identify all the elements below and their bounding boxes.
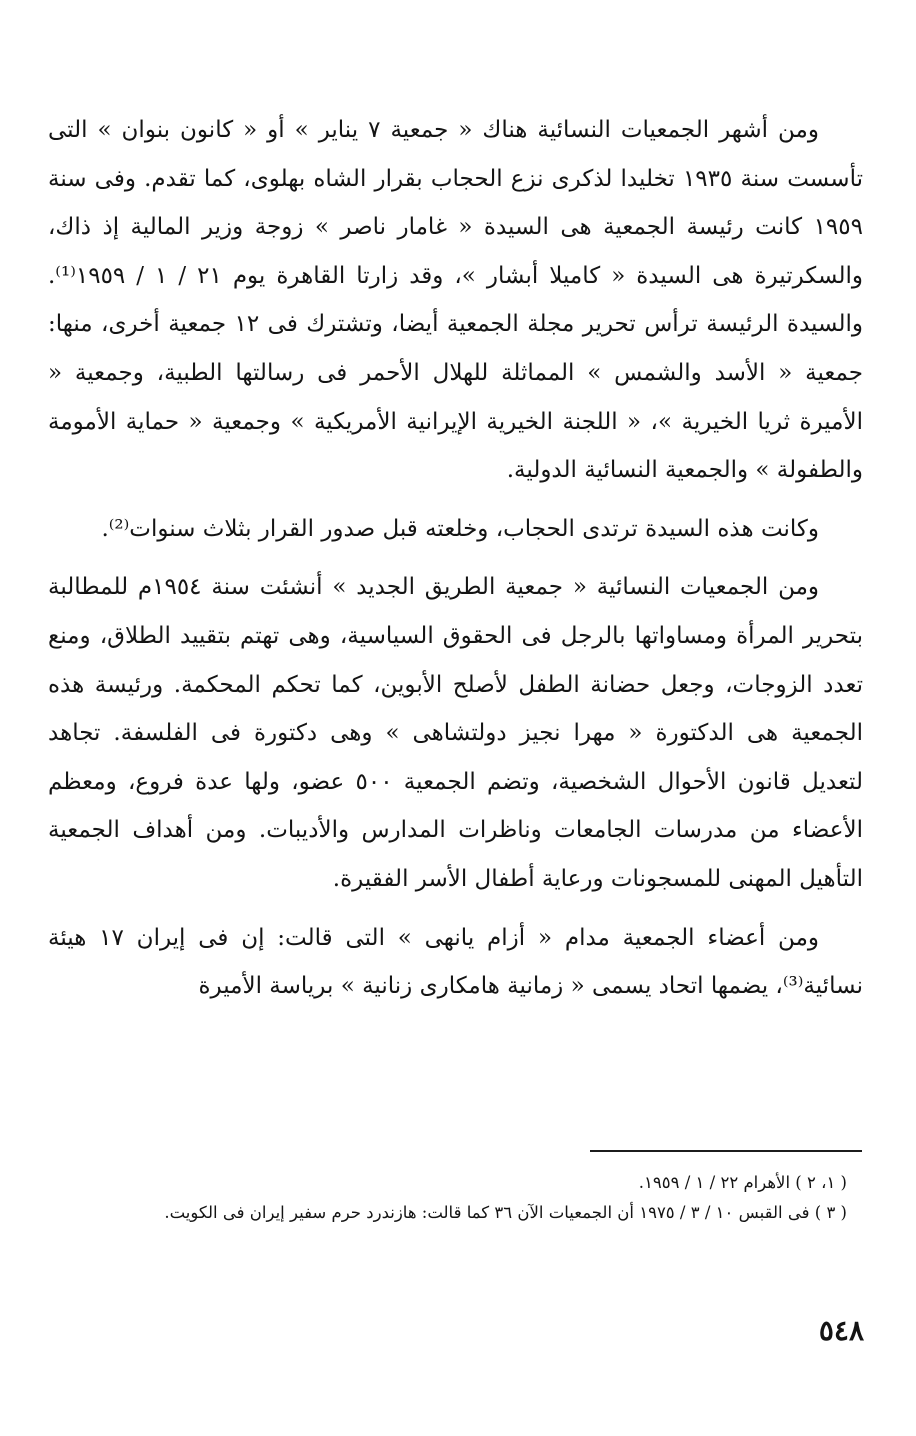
body-text	[48, 106, 863, 1021]
footnote-2: ( ٣ ) فى القبس ١٠ / ٣ / ١٩٧٥ أن الجمعيات الآن ٣٦ كما قالت: هازندرد حرم سفير إيران فى الكويت.	[164, 1203, 847, 1222]
paragraph-1: ومن أشهر الجمعيات النسائية هناك « جمعية ٧ يناير » أو « كانون بنوان » التى تأسست سنة ١٩٣٥ تخليدا لذكرى نزع الحجاب بقرار الشاه بهلوى، كما تقدم. وفى سنة ١٩٥٩ كانت رئيسة الجمعية هى السيدة « غامار ناصر » زوجة وزير المالية إذ ذاك، والسكرتيرة هى السيدة « كاميلا أبشار »، وقد زارتا القاهرة يوم ٢١ / ١ / ١٩٥٩⁽¹⁾. والسيدة الرئيسة ترأس تحرير مجلة الجمعية أيضا، وتشترك فى ١٢ جمعية أخرى، منها: جمعية « الأسد والشمس » المماثلة للهلال الأحمر فى رسالتها الطبية، وجمعية « الأميرة ثريا الخيرية »، « اللجنة الخيرية الإيرانية الأمريكية » وجمعية « حماية الأمومة والطفولة » والجمعية النسائية الدولية.	[48, 117, 864, 484]
paragraph-4: ومن أعضاء الجمعية مدام « أزام يانهى » التى قالت: إن فى إيران ١٧ هيئة نسائية⁽³⁾، يضمها اتحاد يسمى « زمانية هامكارى زنانية » برياسة الأميرة	[48, 924, 863, 1000]
paragraph-2: وكانت هذه السيدة ترتدى الحجاب، وخلعته قبل صدور القرار بثلاث سنوات⁽²⁾.	[101, 515, 819, 542]
footnote-separator	[590, 1150, 862, 1152]
paragraph-3: ومن الجمعيات النسائية « جمعية الطريق الجديد » أنشئت سنة ١٩٥٤م للمطالبة بتحرير المرأة ومساواتها بالرجل فى الحقوق السياسية، وهى تهتم بتقييد الطلاق، ومنع تعدد الزوجات، وجعل حضانة الطفل لأصلح الأبوين، كما تحكم المحكمة. ورئيسة هذه الجمعية هى الدكتورة « مهرا نجيز دولتشاهى » وهى دكتورة فى الفلسفة. تجاهد لتعديل قانون الأحوال الشخصية، وتضم الجمعية ٥٠٠ عضو، ولها عدة فروع، ومعظم الأعضاء من مدرسات الجامعات وناظرات المدارس والأديبات. ومن أهداف الجمعية التأهيل المهنى للمسجونات ورعاية أطفال الأسر الفقيرة.	[48, 574, 863, 892]
footnotes	[48, 1168, 863, 1228]
footnote-1: ( ١، ٢ ) الأهرام ٢٢ / ١ / ١٩٥٩.	[638, 1173, 847, 1192]
page-number: ٥٤٨	[818, 1314, 864, 1347]
